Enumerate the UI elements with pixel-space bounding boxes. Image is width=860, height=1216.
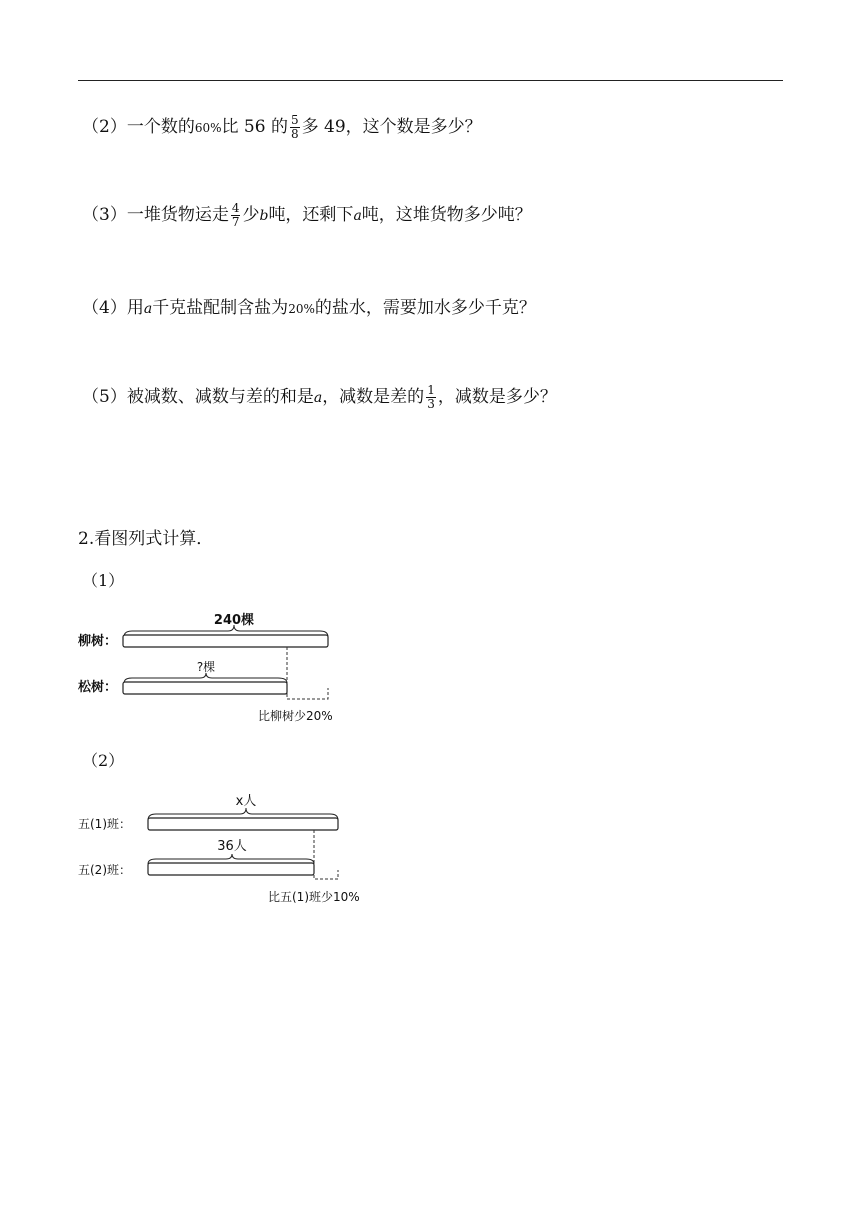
class-1-bar: [148, 818, 338, 830]
dashed-difference: [287, 688, 328, 699]
figure-2-top-label: x人: [235, 794, 257, 809]
question-4: （4）用a千克盐配制含盐为20%的盐水，需要加水多少千克？: [82, 298, 536, 318]
pine-bar: [123, 682, 287, 694]
question-3: （3）一堆货物运走 $\frac{4}{7}$ 少b吨，还剩下a吨，这堆货物多少吨？: [82, 201, 532, 229]
row-1-label: 柳树：: [78, 634, 118, 649]
dashed-difference: [314, 870, 338, 879]
figure-1-mid-label: ?棵: [196, 660, 216, 674]
figure-2-mid-label: 36人: [217, 839, 247, 854]
willow-bar: [123, 635, 328, 647]
figure-1-top-label: 240棵: [213, 613, 255, 628]
subsection-2-label: （2）: [82, 751, 125, 770]
row-2-label: 松树：: [78, 680, 118, 695]
figure-1-diagram: [78, 605, 368, 725]
header-rule: [78, 80, 783, 81]
row-2-label: 五(2)班：: [78, 863, 131, 877]
figure-1-note: 比柳树少20%: [258, 709, 333, 723]
row-1-label: 五(1)班：: [78, 817, 131, 831]
subsection-1-label: （1）: [82, 571, 125, 590]
section-2-title: 2.看图列式计算．: [78, 529, 214, 549]
fraction: $\frac{5}{8}$: [290, 113, 299, 141]
question-5: （5）被减数、减数与差的和是a，减数是差的 $\frac{1}{3}$ ，减数是多少？: [82, 383, 557, 411]
fraction: $\frac{4}{7}$: [231, 201, 240, 229]
figure-2-diagram: [78, 788, 388, 908]
fraction: $\frac{1}{3}$: [427, 383, 435, 411]
question-2: （2）一个数的60%比 56 的 $\frac{5}{8}$ 多 49，这个数是多少？: [82, 113, 482, 141]
figure-2-note: 比五(1)班少10%: [268, 890, 360, 904]
class-2-bar: [148, 863, 314, 875]
